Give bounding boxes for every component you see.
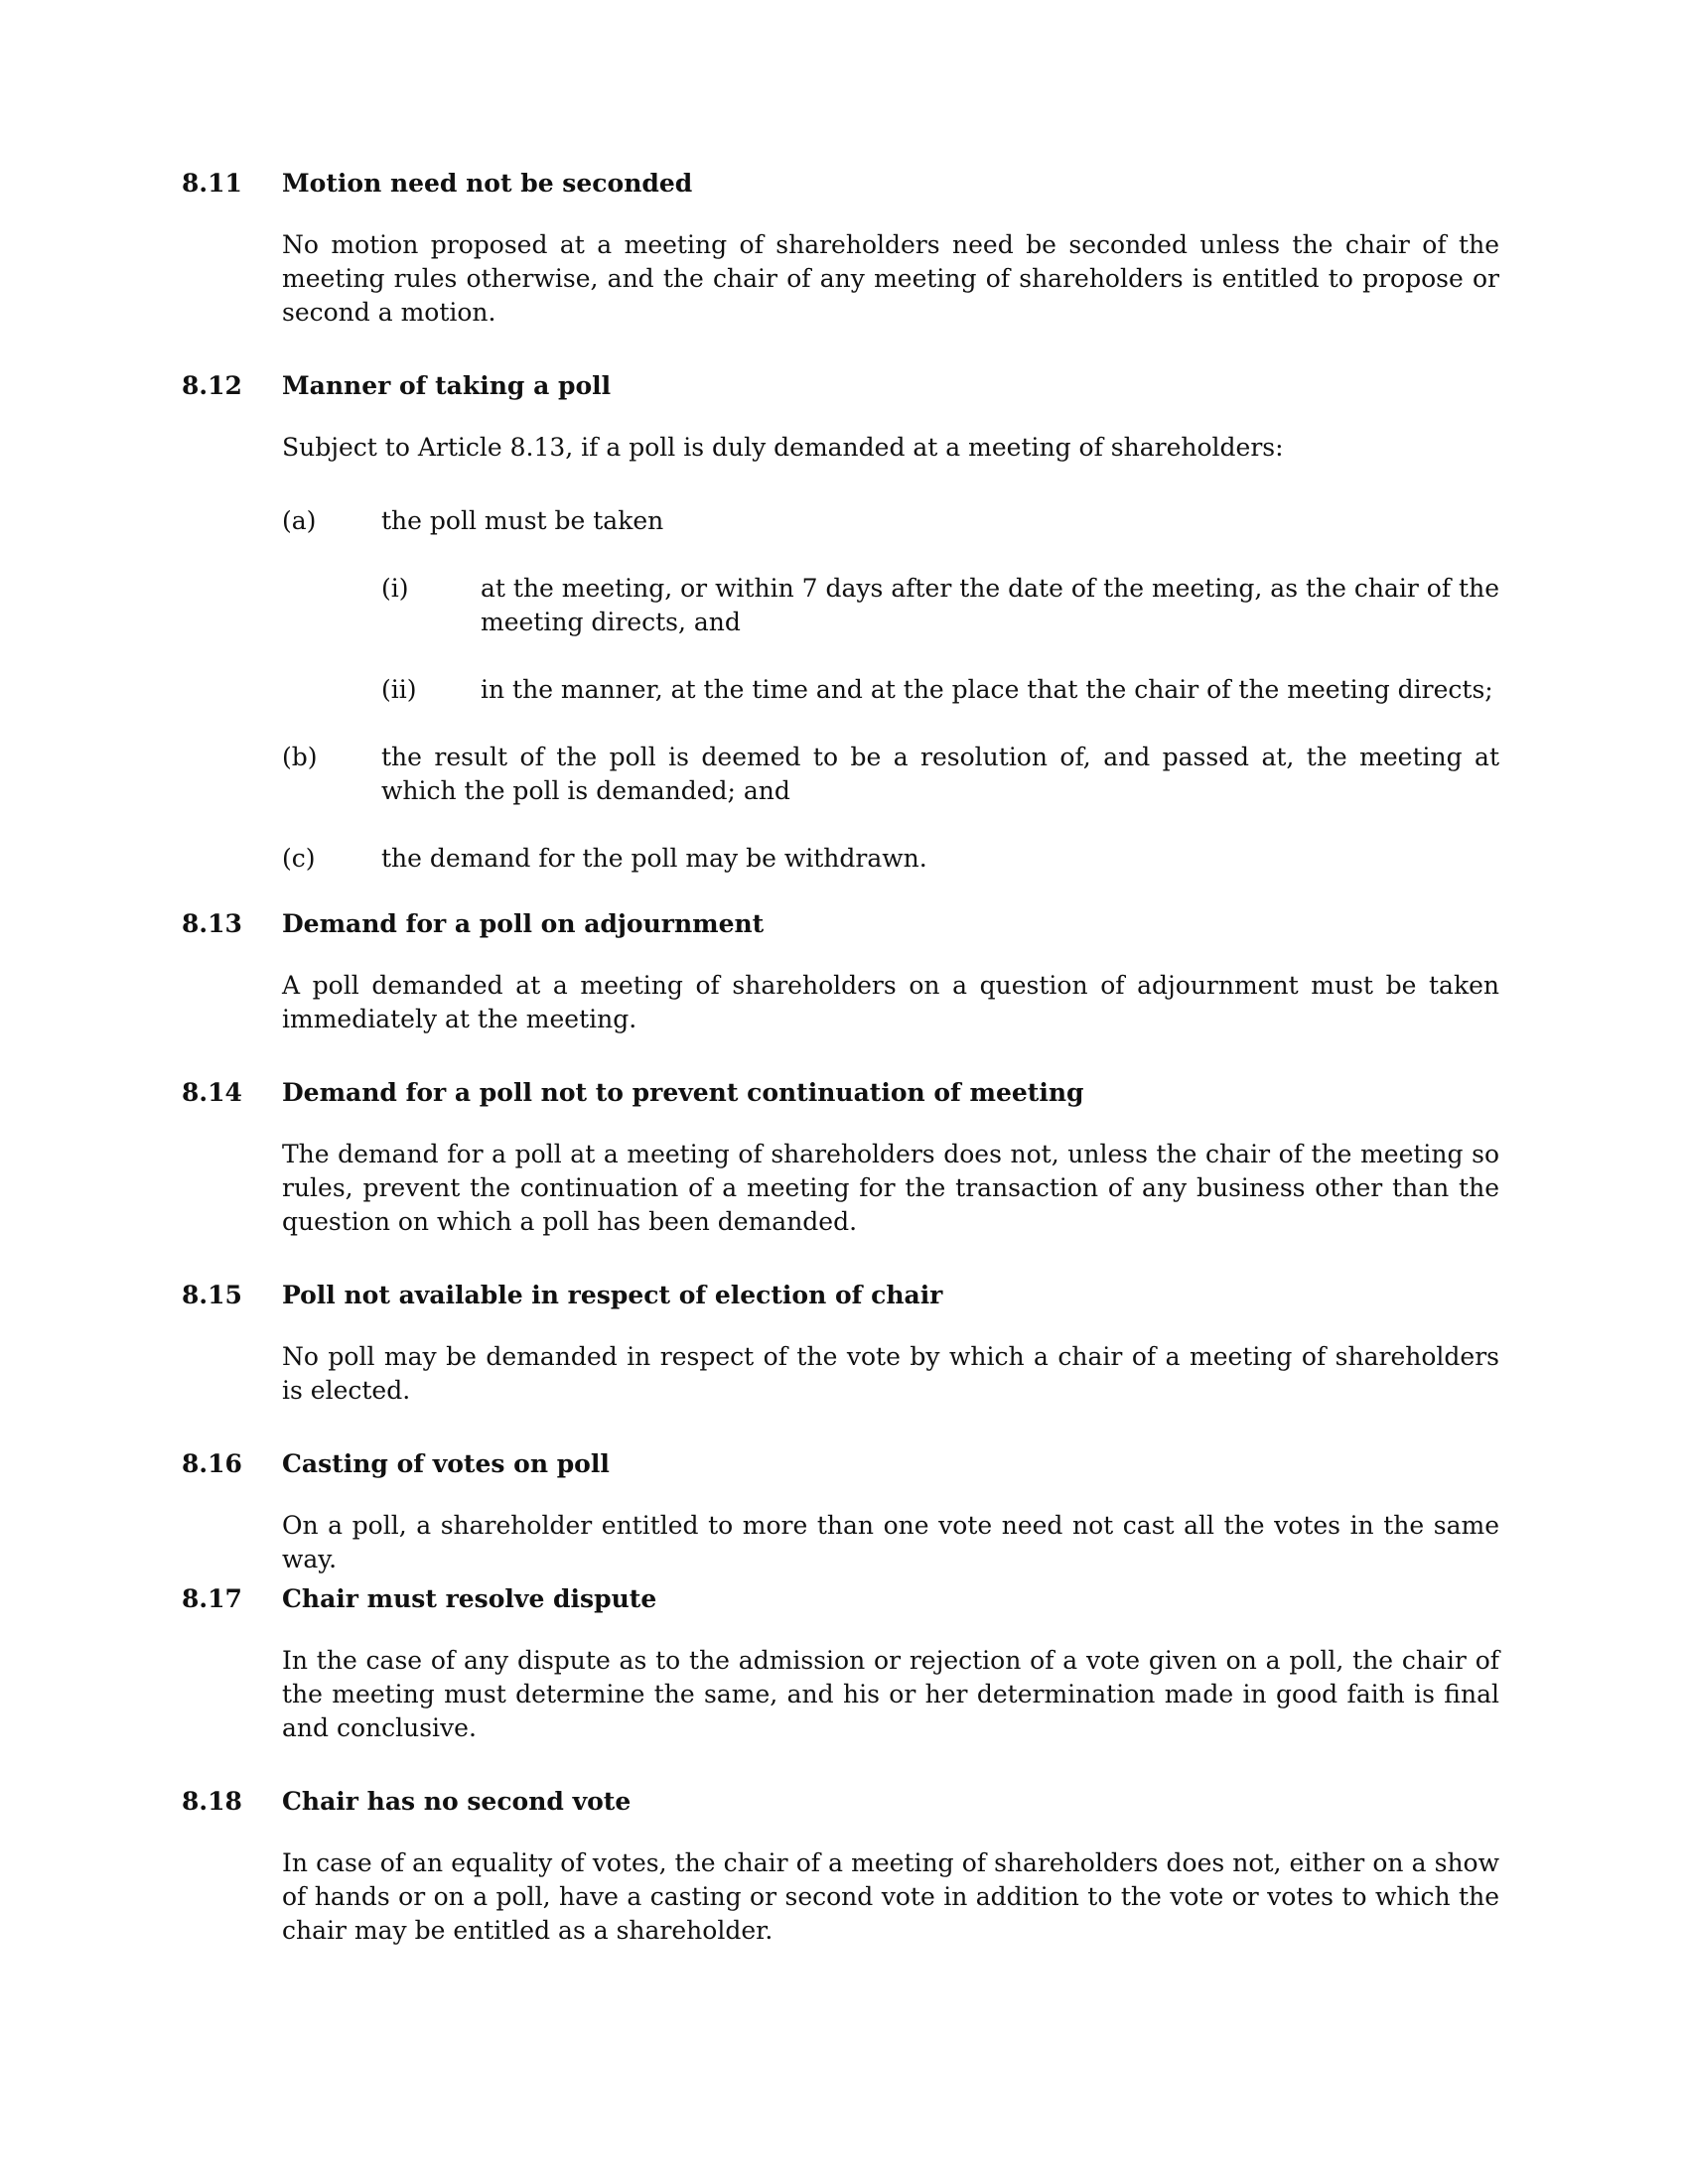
- section-number: 8.14: [182, 1078, 242, 1107]
- list-subitem-label: (ii): [381, 675, 417, 704]
- section-body: A poll demanded at a meeting of shareholders on a question of adjournment must be taken immediately at the meeting.: [282, 971, 1499, 1033]
- section-body: The demand for a poll at a meeting of shareholders does not, unless the chair of the meeting so rules, prevent the continuation of a meeting for the transaction of any business other than the question on which a poll has been demanded.: [282, 1140, 1499, 1236]
- section-8-18: [0, 1785, 1688, 1948]
- list-subitem-label: (i): [381, 574, 409, 603]
- list-item-text: the demand for the poll may be withdrawn.: [381, 844, 927, 873]
- list-item-b: [0, 741, 1688, 808]
- section-heading: [0, 1582, 1688, 1618]
- list-item-a: [0, 504, 1688, 538]
- section-heading: [0, 1279, 1688, 1314]
- list-subitem-text: in the manner, at the time and at the place that the chair of the meeting directs;: [481, 675, 1493, 704]
- list-item-label: (c): [282, 844, 316, 873]
- list-subitem-i: [0, 572, 1688, 639]
- section-title: Manner of taking a poll: [282, 371, 612, 400]
- section-8-13: [0, 907, 1688, 1036]
- section-8-14: [0, 1076, 1688, 1239]
- section-heading: [0, 167, 1688, 203]
- section-8-11: [0, 167, 1688, 330]
- section-body: On a poll, a shareholder entitled to more than one vote need not cast all the votes in the same way.: [282, 1511, 1499, 1573]
- section-title: Casting of votes on poll: [282, 1449, 610, 1478]
- section-number: 8.11: [182, 169, 242, 198]
- section-8-15: [0, 1279, 1688, 1408]
- section-heading: [0, 1076, 1688, 1112]
- section-title: Motion need not be seconded: [282, 169, 693, 198]
- list-subitem-ii: [0, 673, 1688, 707]
- section-8-17: [0, 1582, 1688, 1745]
- section-title: Demand for a poll not to prevent continuation of meeting: [282, 1078, 1084, 1107]
- list-item-c: [0, 842, 1688, 876]
- section-title: Chair must resolve dispute: [282, 1584, 657, 1613]
- section-heading: [0, 369, 1688, 405]
- list-subitem-text: at the meeting, or within 7 days after the date of the meeting, as the chair of the meeting directs, and: [481, 574, 1499, 636]
- list-item-label: (a): [282, 506, 317, 535]
- section-number: 8.16: [182, 1449, 242, 1478]
- list-item-text: the result of the poll is deemed to be a resolution of, and passed at, the meeting at which the poll is demanded; and: [381, 743, 1499, 805]
- section-body: No poll may be demanded in respect of the vote by which a chair of a meeting of shareholders is elected.: [282, 1342, 1499, 1405]
- section-number: 8.15: [182, 1281, 242, 1309]
- section-intro: Subject to Article 8.13, if a poll is duly demanded at a meeting of shareholders:: [282, 433, 1284, 462]
- section-title: Poll not available in respect of election of chair: [282, 1281, 943, 1309]
- section-heading: [0, 1447, 1688, 1483]
- section-title: Demand for a poll on adjournment: [282, 909, 765, 938]
- section-number: 8.13: [182, 909, 242, 938]
- section-number: 8.12: [182, 371, 242, 400]
- section-title: Chair has no second vote: [282, 1787, 632, 1816]
- list-item-text: the poll must be taken: [381, 506, 664, 535]
- section-number: 8.18: [182, 1787, 242, 1816]
- section-number: 8.17: [182, 1584, 242, 1613]
- section-heading: [0, 907, 1688, 943]
- list-item-label: (b): [282, 743, 318, 771]
- section-8-16: [0, 1447, 1688, 1576]
- section-8-12: [0, 369, 1688, 465]
- section-body: In case of an equality of votes, the chair of a meeting of shareholders does not, either on a show of hands or on a poll, have a casting or second vote in addition to the vote or votes to which the chair may be entitled as a shareholder.: [282, 1848, 1499, 1945]
- section-heading: [0, 1785, 1688, 1821]
- section-body: No motion proposed at a meeting of shareholders need be seconded unless the chair of the meeting rules otherwise, and the chair of any meeting of shareholders is entitled to propose or second a motion.: [282, 230, 1499, 327]
- section-body: In the case of any dispute as to the admission or rejection of a vote given on a poll, the chair of the meeting must determine the same, and his or her determination made in good faith is final and conclusive.: [282, 1646, 1499, 1742]
